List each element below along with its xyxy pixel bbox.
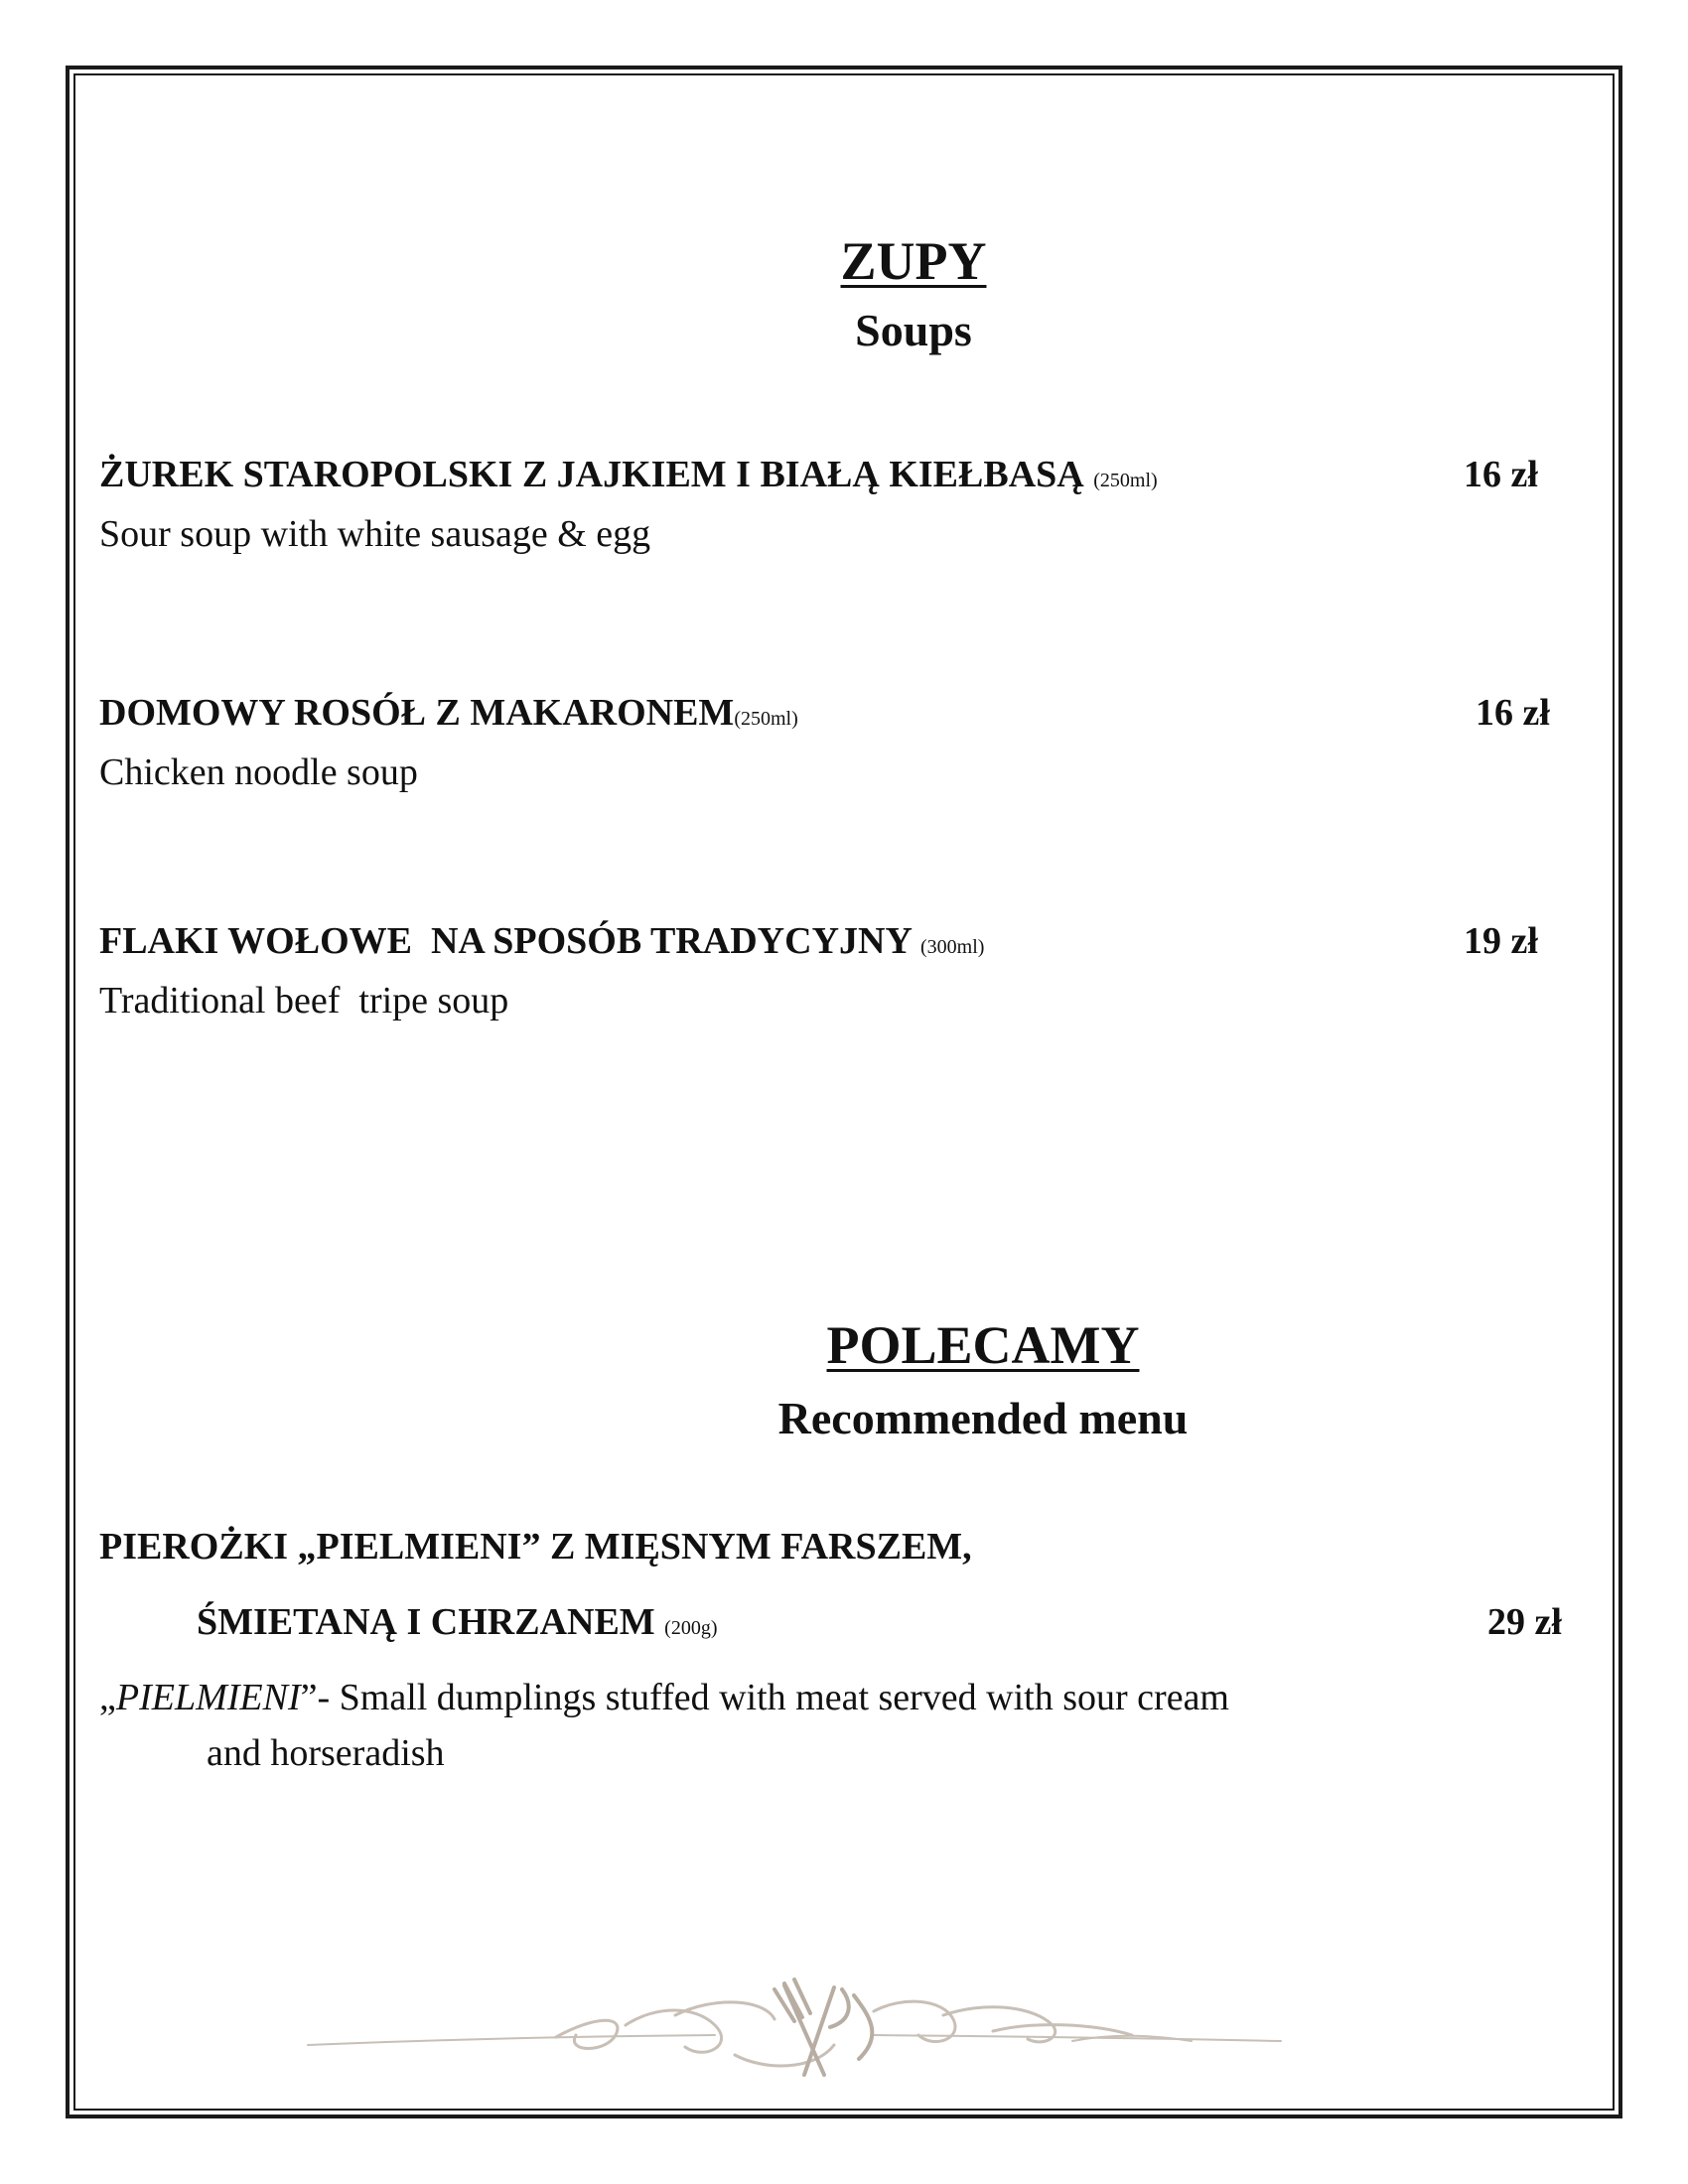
recommended-title: POLECAMY (826, 1315, 1140, 1375)
soups-title: ZUPY (840, 231, 987, 291)
recommended-item-name-line1: PIEROŻKI „PIELMIENI” Z MIĘSNYM FARSZEM, (99, 1526, 972, 1568)
recommended-item-name-line2 (197, 1600, 718, 1644)
cutlery-ornament-icon (298, 1976, 1291, 2085)
soup-item-3-volume: (300ml) (919, 936, 985, 958)
soup-item-1-description: Sour soup with white sausage & egg (99, 513, 651, 555)
soup-item-2-volume: (250ml) (734, 708, 798, 730)
soup-item-2-description: Chicken noodle soup (99, 751, 418, 793)
soup-item-3-description: Traditional beef tripe soup (99, 980, 509, 1022)
page-border-inner (73, 73, 1615, 2111)
soup-item-2-name-text: DOMOWY ROSÓŁ Z MAKARONEM (99, 692, 735, 734)
soup-item-3-price: 19 zł (1464, 920, 1538, 962)
soup-item-1-volume: (250ml) (1093, 470, 1158, 491)
soup-item-1-name-text: ŻUREK STAROPOLSKI Z JAJKIEM I BIAŁĄ KIEŁBASĄ (99, 454, 1084, 495)
recommended-item-description (99, 1676, 1229, 1719)
desc-open-quote: „ (99, 1677, 116, 1718)
soup-item-1-name (99, 453, 1158, 496)
soup-item-2-price: 16 zł (1476, 692, 1550, 734)
recommended-item-description-line2: and horseradish (207, 1732, 445, 1774)
recommended-item-price: 29 zł (1487, 1601, 1562, 1643)
soup-item-3-name-text: FLAKI WOŁOWE NA SPOSÓB TRADYCYJNY (99, 920, 912, 962)
soup-item-2-name (99, 691, 798, 735)
recommended-item-volume: (200g) (664, 1617, 718, 1639)
soup-item-1-price: 16 zł (1464, 454, 1538, 495)
recommended-subtitle: Recommended menu (777, 1393, 1189, 1443)
soups-subtitle: Soups (855, 305, 972, 355)
desc-rest: ”- Small dumplings stuffed with meat served with sour cream (300, 1677, 1229, 1718)
soup-item-3-name (99, 919, 984, 963)
desc-italic-name: PIELMIENI (115, 1677, 301, 1718)
recommended-item-name-line2-text: ŚMIETANĄ I CHRZANEM (197, 1601, 655, 1643)
